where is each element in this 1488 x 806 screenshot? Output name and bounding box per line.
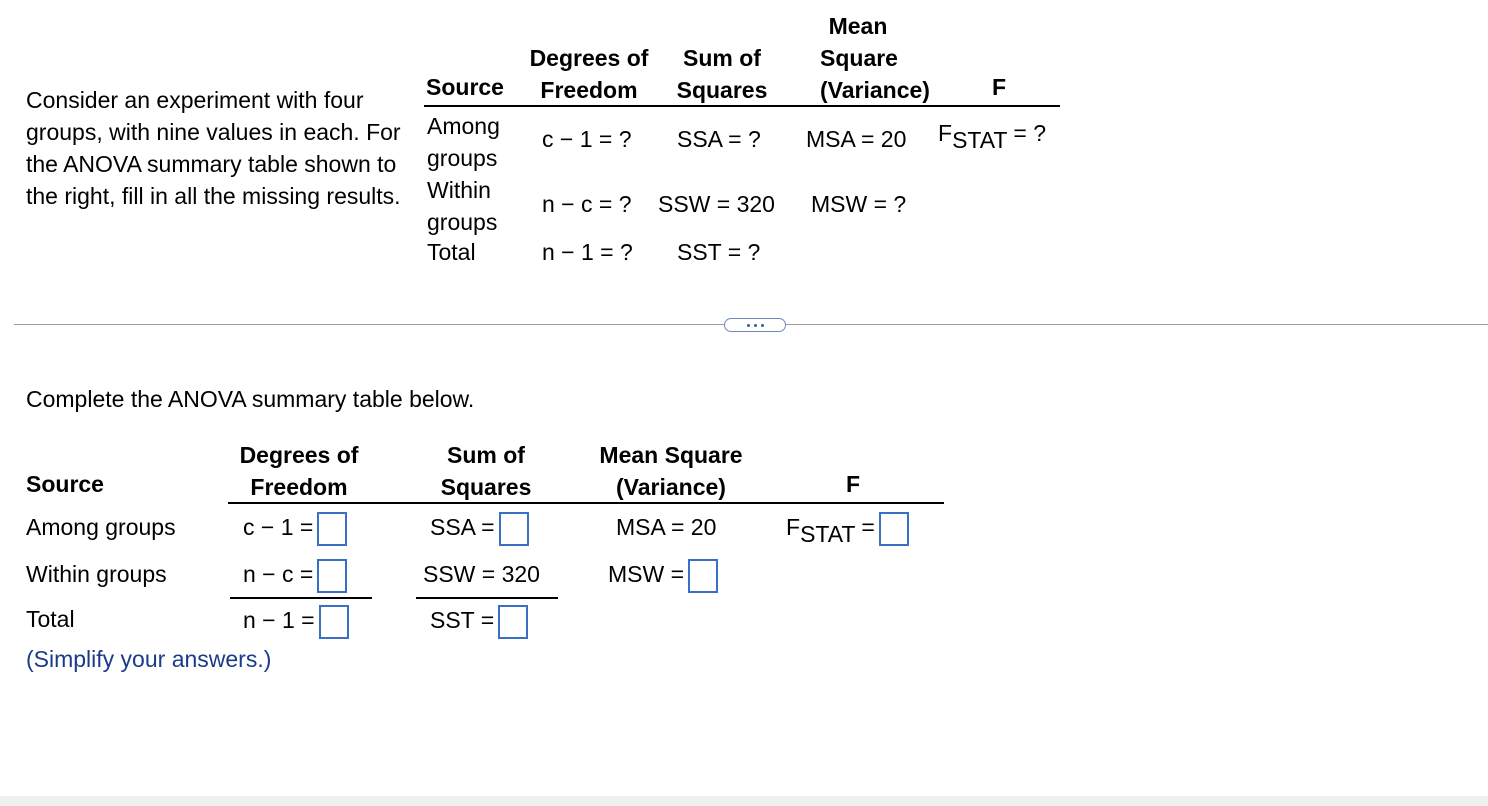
given-row-total-ss: SST = ? xyxy=(677,239,761,265)
answer-row-total-df: n − 1 = xyxy=(243,601,349,639)
given-row-within-ms: MSW = ? xyxy=(811,191,907,217)
given-row-total-df: n − 1 = ? xyxy=(542,239,633,265)
answer-header-df: Degrees of Freedom xyxy=(239,442,359,500)
answer-row-within-ss: SSW = 320 xyxy=(423,561,540,587)
answer-row-total-ss: SST = xyxy=(430,601,528,639)
given-row-among-ss: SSA = ? xyxy=(677,126,761,152)
given-header-ss: Sum of Squares xyxy=(676,45,768,103)
msw-input[interactable] xyxy=(688,559,718,593)
given-row-among-df: c − 1 = ? xyxy=(542,126,632,152)
answer-header-ms: Mean Square (Variance) xyxy=(599,442,743,500)
given-header-f: F xyxy=(991,74,1007,100)
answer-row-among-df: c − 1 = xyxy=(243,508,347,546)
prompt-text: Complete the ANOVA summary table below. xyxy=(26,386,475,412)
given-header-source: Source xyxy=(426,74,504,100)
answer-row-total-source: Total xyxy=(26,606,75,632)
df-within-input[interactable] xyxy=(317,559,347,593)
answer-header-rule xyxy=(228,502,944,504)
expand-more-button[interactable] xyxy=(724,318,786,332)
answer-row-within-df: n − c = xyxy=(243,555,347,593)
df-among-input[interactable] xyxy=(317,512,347,546)
ellipsis-icon xyxy=(747,324,750,327)
given-row-within-ss: SSW = 320 xyxy=(658,191,775,217)
given-header-rule xyxy=(424,105,1060,107)
given-row-among-ms: MSA = 20 xyxy=(806,126,907,152)
given-row-among-f: FSTAT = ? xyxy=(938,120,1047,153)
problem-statement: Consider an experiment with four groups, with nine values in each. For the ANOVA summary table shown to the right, fill in all the missing results. xyxy=(26,87,401,209)
given-row-within-df: n − c = ? xyxy=(542,191,632,217)
fstat-input[interactable] xyxy=(879,512,909,546)
simplify-note: (Simplify your answers.) xyxy=(26,646,272,672)
ssa-input[interactable] xyxy=(499,512,529,546)
given-row-among-source: Among groups xyxy=(427,113,500,171)
answer-header-f: F xyxy=(845,471,861,497)
df-total-rule xyxy=(230,597,372,599)
df-total-input[interactable] xyxy=(319,605,349,639)
answer-row-within-ms: MSW = xyxy=(608,555,718,593)
answer-row-among-ms: MSA = 20 xyxy=(616,514,717,540)
sst-input[interactable] xyxy=(498,605,528,639)
answer-row-among-ss: SSA = xyxy=(430,508,529,546)
ss-total-rule xyxy=(416,597,558,599)
given-row-total-source: Total xyxy=(427,239,476,265)
answer-row-within-source: Within groups xyxy=(26,561,167,587)
answer-row-among-f: FSTAT = xyxy=(786,508,909,546)
answer-header-source: Source xyxy=(26,471,104,497)
given-header-ms: Mean Square (Variance) xyxy=(820,13,930,103)
bottom-bar xyxy=(0,796,1488,806)
given-row-within-source: Within groups xyxy=(427,177,498,235)
answer-header-ss: Sum of Squares xyxy=(440,442,532,500)
given-header-df: Degrees of Freedom xyxy=(529,45,649,103)
answer-row-among-source: Among groups xyxy=(26,514,176,540)
